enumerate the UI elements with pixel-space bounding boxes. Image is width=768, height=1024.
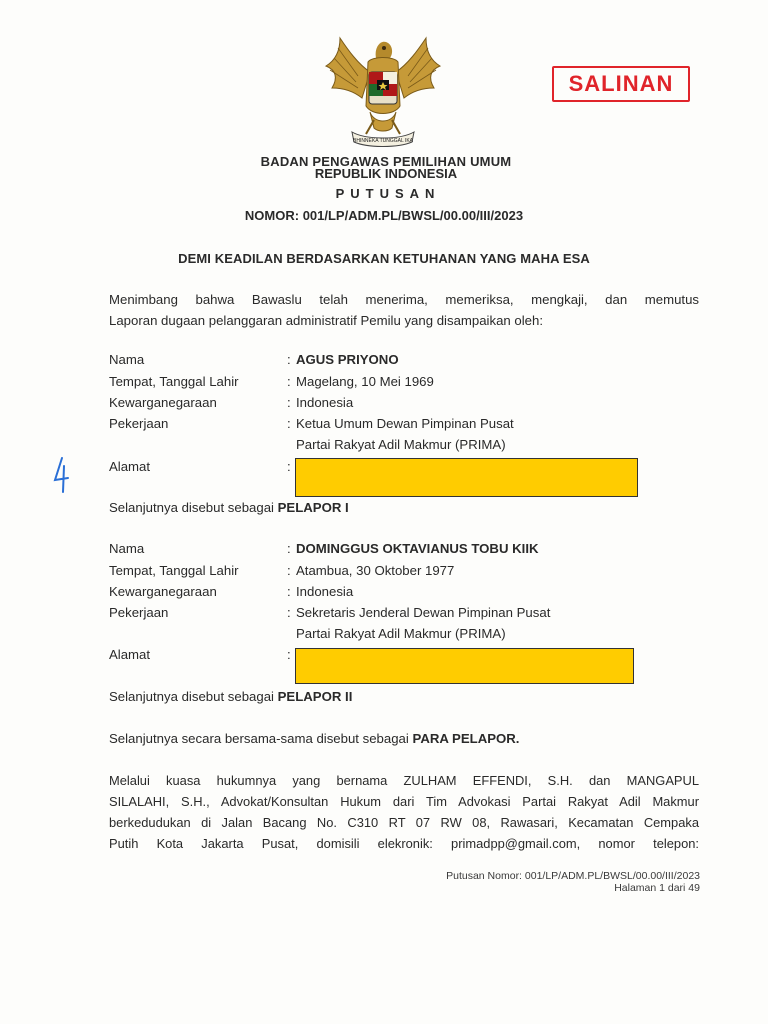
pelapor1-pekerjaan-line2: Partai Rakyat Adil Makmur (PRIMA) bbox=[296, 437, 506, 452]
field-label: Alamat bbox=[109, 647, 151, 662]
field-label: Tempat, Tanggal Lahir bbox=[109, 374, 239, 389]
field-label: Pekerjaan bbox=[109, 416, 169, 431]
pelapor1-alias-row bbox=[109, 500, 349, 520]
para-pelapor-alias: PARA PELAPOR. bbox=[412, 731, 520, 746]
pelapor1-alamat-redaction bbox=[295, 458, 638, 497]
pelapor2-nama: DOMINGGUS OKTAVIANUS TOBU KIIK bbox=[296, 541, 539, 556]
field-colon: : bbox=[287, 352, 291, 367]
pelapor1-ttl: Magelang, 10 Mei 1969 bbox=[296, 374, 434, 389]
pelapor2-kewarganegaraan: Indonesia bbox=[296, 584, 354, 599]
field-label: Kewarganegaraan bbox=[109, 395, 217, 410]
footer-decision-number: Putusan Nomor: 001/LP/ADM.PL/BWSL/00.00/III/2023 bbox=[446, 870, 700, 882]
kuasa-line: SILALAHI, S.H., Advokat/Konsultan Hukum dari Tim Advokasi Partai Rakyat Adil Makmur bbox=[109, 794, 699, 809]
kuasa-line: Melalui kuasa hukumnya yang bernama ZULHAM EFFENDI, S.H. dan MANGAPUL bbox=[109, 773, 699, 788]
field-label: Kewarganegaraan bbox=[109, 584, 217, 599]
document-type: PUTUSAN bbox=[335, 186, 441, 201]
field-label: Nama bbox=[109, 541, 145, 556]
pelapor2-alias-row bbox=[109, 689, 352, 709]
decision-number: NOMOR: 001/LP/ADM.PL/BWSL/00.00/III/2023 bbox=[244, 208, 524, 223]
pelapor2-pekerjaan-line1: Sekretaris Jenderal Dewan Pimpinan Pusat bbox=[296, 605, 551, 620]
field-colon: : bbox=[287, 563, 291, 578]
field-label: Tempat, Tanggal Lahir bbox=[109, 563, 239, 578]
kuasa-paragraph bbox=[109, 770, 699, 854]
institution-country: REPUBLIK INDONESIA bbox=[314, 166, 458, 181]
field-colon: : bbox=[287, 374, 291, 389]
joint-prefix: Selanjutnya secara bersama-sama disebut sebagai bbox=[109, 731, 413, 746]
field-colon: : bbox=[287, 416, 291, 431]
kuasa-line: Putih Kota Jakarta Pusat, domisili elekronik: primadpp@gmail.com, nomor telepon: bbox=[109, 836, 699, 851]
salinan-stamp: SALINAN bbox=[552, 66, 690, 102]
pelapor2-alias: PELAPOR II bbox=[277, 689, 353, 704]
handwritten-mark-icon bbox=[52, 456, 72, 496]
garuda-emblem-icon bbox=[318, 36, 448, 148]
intro-line: Menimbang bahwa Bawaslu telah menerima, memeriksa, mengkaji, dan memutus bbox=[109, 292, 699, 307]
preamble-heading: DEMI KEADILAN BERDASARKAN KETUHANAN YANG MAHA ESA bbox=[178, 251, 590, 266]
alias-prefix: Selanjutnya disebut sebagai bbox=[109, 689, 278, 704]
field-colon: : bbox=[287, 541, 291, 556]
pelapor2-pekerjaan-line2: Partai Rakyat Adil Makmur (PRIMA) bbox=[296, 626, 506, 641]
pelapor1-kewarganegaraan: Indonesia bbox=[296, 395, 354, 410]
alias-prefix: Selanjutnya disebut sebagai bbox=[109, 500, 278, 515]
svg-text:BHINNEKA TUNGGAL IKA: BHINNEKA TUNGGAL IKA bbox=[352, 138, 414, 144]
intro-line: Laporan dugaan pelanggaran administratif Pemilu yang disampaikan oleh: bbox=[109, 313, 544, 328]
pelapor1-nama: AGUS PRIYONO bbox=[296, 352, 399, 367]
field-label: Alamat bbox=[109, 459, 151, 474]
field-colon: : bbox=[287, 605, 291, 620]
field-colon: : bbox=[287, 395, 291, 410]
field-label: Nama bbox=[109, 352, 145, 367]
pelapor2-alamat-redaction bbox=[295, 648, 634, 684]
field-colon: : bbox=[287, 459, 291, 474]
pelapor1-alias: PELAPOR I bbox=[277, 500, 349, 515]
field-colon: : bbox=[287, 584, 291, 599]
intro-paragraph bbox=[109, 289, 699, 331]
pelapor2-ttl: Atambua, 30 Oktober 1977 bbox=[296, 563, 455, 578]
para-pelapor-row bbox=[109, 731, 519, 751]
footer-page-number: Halaman 1 dari 49 bbox=[614, 882, 700, 894]
institution-name: BADAN PENGAWAS PEMILIHAN UMUM bbox=[260, 154, 512, 169]
field-label: Pekerjaan bbox=[109, 605, 169, 620]
kuasa-line: berkedudukan di Jalan Bacang No. C310 RT 07 RW 08, Rawasari, Kecamatan Cempaka bbox=[109, 815, 699, 830]
pelapor1-pekerjaan-line1: Ketua Umum Dewan Pimpinan Pusat bbox=[296, 416, 514, 431]
field-colon: : bbox=[287, 647, 291, 662]
